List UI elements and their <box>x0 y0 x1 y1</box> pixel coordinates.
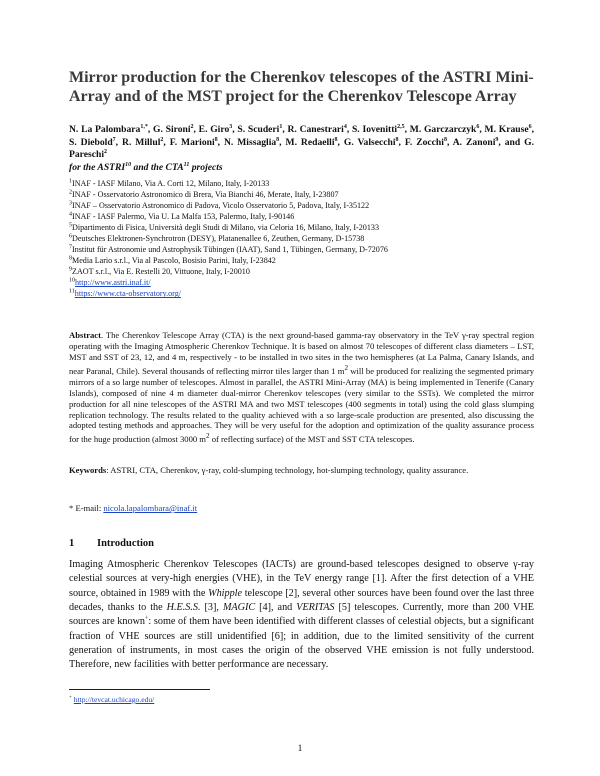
affiliation-item: $^5$Dipartimento di Fisica, Università degli Studi di Milano, via Celoria 16, Milano, Italy, I-20133 <box>69 222 379 233</box>
affiliation-list <box>69 178 539 300</box>
affiliation-item: $^4$INAF - IASF Palermo, Via U. La Malfa 153, Palermo, Italy, I-90146 <box>69 211 295 222</box>
section-number: 1 <box>69 538 75 549</box>
authors-names: N. La Palombara$^{1,*}$, G. Sironi$^2$, E. Giro$^3$, S. Scuderi$^1$, R. Canestrari$^4$, S. Iovenitti$^{2,5}$, M. Garczarczyk$^6$, M. Krause$^6$, S. Diebold$^7$, R. Millul$^2$, F. Marioni$^8$, N. Missaglia$^8$, M. Redaelli$^8$, G. Valsecchi$^8$, F. Zocchi$^8$, A. Zanoni$^9$, and G. Pareschi$^2$ <box>69 123 535 160</box>
corresponding-email: * E-mail: nicola.lapalombara@inaf.it <box>69 503 198 513</box>
affiliation-item: $^3$INAF – Osservatorio Astronomico di Padova, Vicolo Osservatorio 5, Padova, Italy, I-35122 <box>69 200 370 211</box>
affiliation-item[interactable]: $^{11}$https://www.cta-observatory.org/ <box>69 288 182 299</box>
keywords: Keywords: ASTRI, CTA, Cherenkov, γ-ray, cold-slumping technology, hot-slumping technology, quality assurance. <box>69 465 469 475</box>
affiliation-item: $^9$ZAOT s.r.l., Via E. Restelli 20, Vittuone, Italy, I-20010 <box>69 266 250 277</box>
paper-title: Mirror production for the Cherenkov telescopes of the ASTRI Mini-Array and of the MST project for the Cherenkov Telescope Array <box>69 69 534 105</box>
authors-collaboration: for the ASTRI$^{10}$ and the CTA$^{11}$ projects <box>69 161 223 173</box>
introduction-paragraph: Imaging Atmospheric Cherenkov Telescopes (IACTs) are ground-based telescopes designed to observe γ-ray celestial sources at very-high energies (VHE), in the TeV energy range [1]. After the first detection of a VHE source, obtained in 1989 with the Whipple telescope [2], several other sources have been found over the last three decades, thanks to the H.E.S.S. [3], MAGIC [4], and VERITAS [5] telescopes. Currently, more than 200 VHE sources are known+: some of them have been identified with different classes of celestial objects, but a significant fraction of VHE sources are still unidentified [6]; in addition, due to the limited sensitivity of the current generation of instruments, in most cases the origin of the observed VHE emission is not fully understood. Therefore, new facilities with better performance are necessary. <box>69 559 534 671</box>
affiliation-item: $^8$Media Lario s.r.l., Via al Pascolo, Bosisio Parini, Italy, I-23842 <box>69 255 276 266</box>
author-list <box>69 124 534 174</box>
section-title: Introduction <box>97 538 154 549</box>
footnote-divider <box>69 689 210 690</box>
affiliation-item[interactable]: $^{10}$http://www.astri.inaf.it/ <box>69 277 151 288</box>
page-number: 1 <box>297 744 303 754</box>
affiliation-item: $^2$INAF - Osservatorio Astronomico di Brera, Via Bianchi 46, Merate, Italy, I-23807 <box>69 189 339 200</box>
affiliation-item: $^1$INAF - IASF Milano, Via A. Corti 12, Milano, Italy, I-20133 <box>69 178 270 188</box>
affiliation-item: $^7$Institut für Astronomie und Astrophysik Tübingen (IAAT), Sand 1, Tübingen, Germany, D-72076 <box>69 244 388 255</box>
affiliation-item: $^6$Deutsches Elektronen-Synchrotron (DESY), Platanenallee 6, Zeuthen, Germany, D-15738 <box>69 233 365 244</box>
footnote: + http://tevcat.uchicago.edu/ <box>69 695 155 704</box>
abstract: Abstract. The Cherenkov Telescope Array (CTA) is the next ground-based gamma-ray observatory in the TeV γ-ray spectral region operating with the Imaging Atmospheric Cherenkov Technique. It is based on almost 70 telescopes of different class diameters – LST, MST and SST of 23, 12, and 4 m, respectively - to be installed in two sites in the two hemispheres (at La Palma, Canary Islands, and near Paranal, Chile). Several thousands of reflecting mirror tiles larger than 1 $m^2$ will be produced for realizing the segmented primary mirrors of a so large number of telescopes. Almost in parallel, the ASTRI Mini-Array (MA) is being implemented in Tenerife (Canary Islands), composed of nine 4 m diameter dual-mirror Cherenkov telescopes (very similar to the SSTs). We completed the mirror production for all nine telescopes of the ASTRI MA and two MST telescopes (400 segments in total) using the cold glass slumping replication technology. The results related to the quality achieved with a so large-scale production are presented, also discussing the adopted testing methods and approaches. They will be very useful for the adoption and optimization of the quality assurance process for the huge production (almost 3000 $m^2$ of reflecting surface) of the MST and SST CTA telescopes. <box>69 330 534 445</box>
section-heading <box>69 538 154 549</box>
